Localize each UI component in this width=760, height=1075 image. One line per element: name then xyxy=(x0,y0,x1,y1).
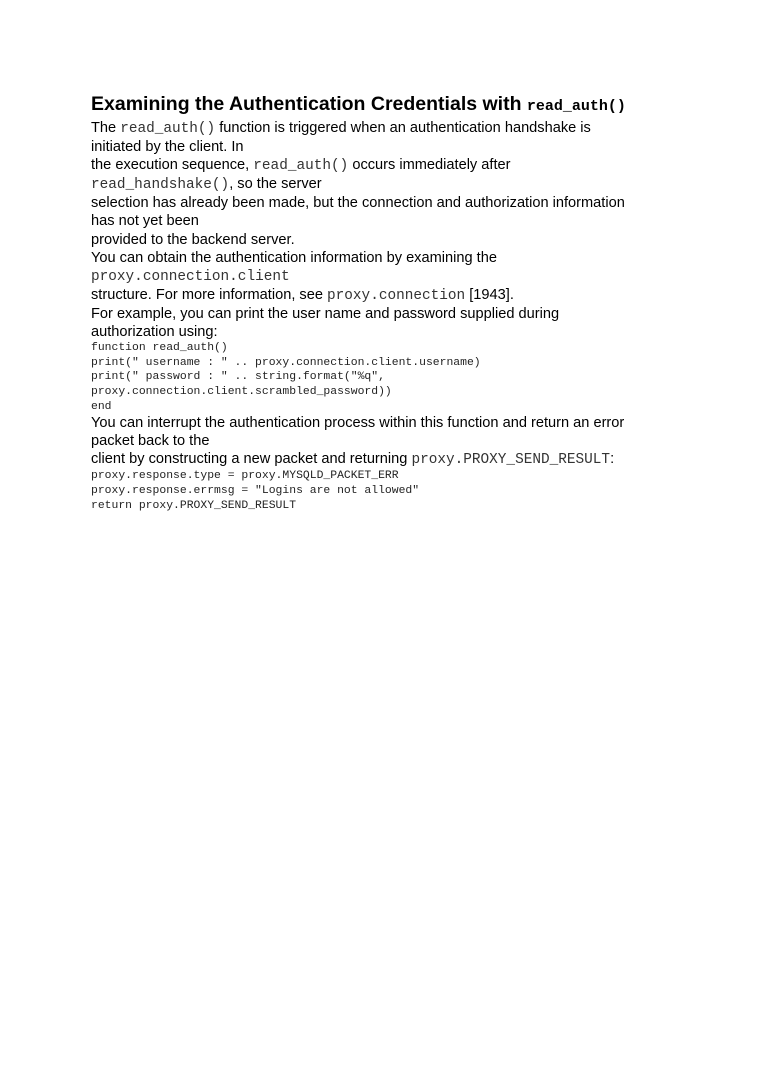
text-line xyxy=(91,175,691,194)
text-segment: the execution sequence, xyxy=(91,157,254,174)
text-line xyxy=(91,432,691,450)
code-line: proxy.response.errmsg = "Logins are not allowed" xyxy=(91,484,420,497)
text-line xyxy=(91,286,691,305)
document-page xyxy=(91,92,691,513)
text-segment: function is triggered when an authentication handshake is xyxy=(215,120,591,136)
heading-text: Examining the Authentication Credentials with xyxy=(91,93,527,115)
text-line xyxy=(91,231,691,249)
outro-paragraph xyxy=(91,414,691,469)
code-line: proxy.response.type = proxy.MYSQLD_PACKET_ERR xyxy=(91,470,399,483)
text-segment: selection has already been made, but the connection and authorization information xyxy=(91,195,625,212)
text-line xyxy=(91,138,691,156)
code-line: end xyxy=(91,400,112,413)
code-line: print(" username : " .. proxy.connection.client.username) xyxy=(91,356,481,369)
inline-code: proxy.connection.client xyxy=(91,268,290,285)
section-heading xyxy=(91,92,691,119)
inline-code: proxy.connection xyxy=(327,287,466,304)
text-segment: packet back to the xyxy=(91,433,210,450)
text-line xyxy=(91,414,691,432)
text-segment: You can obtain the authentication information by examining the xyxy=(91,249,497,266)
text-line xyxy=(91,267,691,286)
text-segment: , so the server xyxy=(229,176,322,193)
text-line xyxy=(91,249,691,267)
text-segment: : xyxy=(610,451,615,468)
inline-code: read_handshake() xyxy=(91,177,230,194)
text-segment: [1943]. xyxy=(465,286,514,303)
text-line xyxy=(91,119,691,138)
text-segment: authorization using: xyxy=(91,324,218,341)
text-line xyxy=(91,305,691,323)
text-segment: For example, you can print the user name and password supplied during xyxy=(91,305,560,322)
heading-code: read_auth() xyxy=(526,98,626,115)
code-block-error-response xyxy=(91,469,691,513)
inline-code: read_auth() xyxy=(253,158,349,175)
text-line xyxy=(91,194,691,212)
inline-code: read_auth() xyxy=(120,121,216,137)
code-line: function read_auth() xyxy=(91,342,228,355)
text-segment: has not yet been xyxy=(91,213,199,230)
text-line xyxy=(91,450,691,469)
intro-paragraph xyxy=(91,119,691,341)
code-line: return proxy.PROXY_SEND_RESULT xyxy=(91,499,297,512)
inline-code: proxy.PROXY_SEND_RESULT xyxy=(411,452,611,469)
text-segment: client by constructing a new packet and returning xyxy=(91,451,412,468)
text-line xyxy=(91,323,691,341)
code-line: proxy.connection.client.scrambled_password)) xyxy=(91,385,392,398)
text-segment: initiated by the client. In xyxy=(91,139,244,156)
text-segment: You can interrupt the authentication process within this function and return an error xyxy=(91,415,625,432)
text-line xyxy=(91,156,691,175)
code-block-read-auth xyxy=(91,341,691,414)
text-segment: occurs immediately after xyxy=(348,157,511,174)
text-line xyxy=(91,212,691,230)
text-segment: The xyxy=(91,120,121,136)
text-segment: structure. For more information, see xyxy=(91,286,328,303)
text-segment: provided to the backend server. xyxy=(91,231,295,248)
code-line: print(" password : " .. string.format("%q", xyxy=(91,371,385,384)
